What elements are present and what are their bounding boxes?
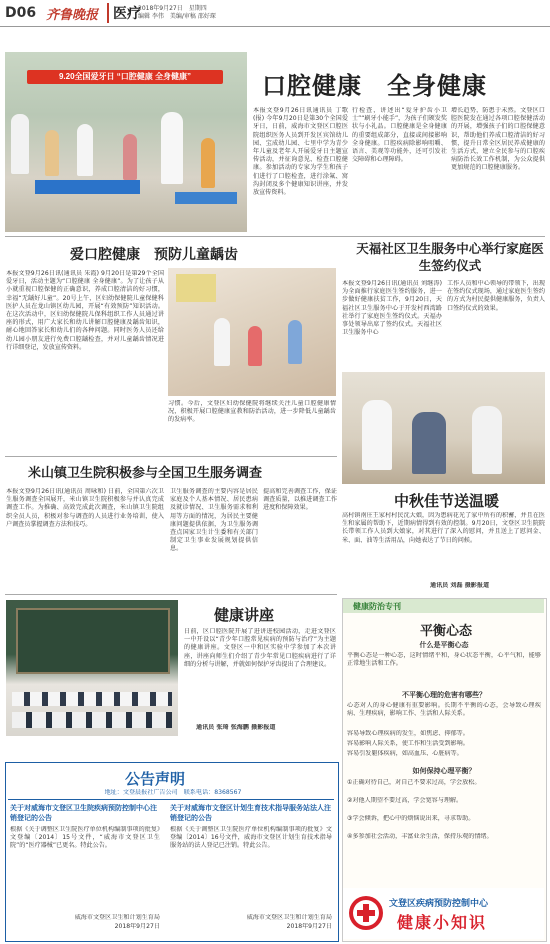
notice-item2-body: 根据《关于调整区卫生院医疗单位机构编制事项的批复》文登编〔2014〕16号文件，威海市文登区计划生育技术指导服务站的法人登记已注销。特此公告。 [170,826,332,850]
sidebar-footer-title: 健康小知识 [397,913,488,932]
article6-byline: 通讯员 张琦 张海鹏 摄影报道 [196,724,276,731]
article1-title: 口腔健康 全身健康 [262,71,487,100]
article2-photo-child-1 [214,318,230,366]
notice-contact: 地址：文登晨报社广告公司 联系电话：8368567 [104,789,242,796]
sidebar-q1: 什么是平衡心态 [419,641,469,649]
page-number: D06 [5,5,37,21]
banner-photo [5,52,247,232]
sidebar-q3-bullet-4: ④多参加社会活动，丰富业余生活，保持乐观的情绪。 [347,833,493,840]
photo-table [35,180,140,194]
sidebar-q3-bullet-2: ②对他人期望不要过高，学会宽容与理解。 [347,797,463,804]
cdc-logo [349,896,383,930]
sidebar-topic-strip [343,599,544,613]
sidebar-q3-bullet-1: ①正确对待自己，对自己不要求过高，学会放松。 [347,779,481,786]
page-header [0,0,550,27]
article6-photo-student-row-1 [12,692,172,706]
article6-photo-board [16,608,170,674]
article2-photo-poster [176,274,216,302]
article5-byline: 通讯员 刘磊 摄影报道 [430,582,490,589]
photo-person-5 [161,112,183,184]
photo-person-6 [201,138,215,188]
article6-photo [6,600,178,736]
sidebar-q1-body: 平衡心态是一种心态，这时情绪平和，身心状态平衡，心平气和，能够正常地生活和工作。 [347,652,541,668]
header-editor: 编辑 李伟 美编/审稿 邵好琛 [138,13,216,20]
sidebar-footer [343,888,544,939]
article1-col2: 行检查，讲述出“爱牙护齿小卫士”“刷牙小能手”，为孩子们颁发奖状与小礼品。口腔健康是全身健康的重要组成部分，直接或间接影响全身健康。口腔疾病除影响咀嚼、语言、美观等功能外，还可引发社交障碍和心理障碍。 [352,107,447,164]
article4-title: 米山镇卫生院积极参与全国卫生服务调查 [28,466,263,481]
article3-col2: 工作人员和中心领导的带领下，出现在签约仪式现场，通过家庭医生签约的方式为村民提供健康服务，负责人口签约仪式的效果。 [447,280,545,312]
sidebar-q3: 如何保持心理平衡？ [412,767,476,775]
sidebar-bullet-2: 容易影响人际关系，使工作和生活受到影响。 [347,740,469,747]
photo-person-4 [123,134,137,180]
article6-title: 健康讲座 [214,606,275,624]
article2-photo-child-2 [248,326,262,366]
article5-photo-person-1 [362,400,392,470]
article6-photo-student-row-2 [12,712,172,728]
sidebar-q2-body: 心态对人的身心健康有重要影响。长期不平衡的心态，会导致心理疾病、生理疾病，影响工作、生活和人际关系。 [347,702,541,718]
divider-1 [5,236,545,237]
newspaper-brand: 齐鲁晚报 [46,8,99,23]
notice-item2-sign: 威海市文登区卫生和计划生育局 [246,914,332,921]
notice-item2-date: 2018年9月27日 [286,923,332,930]
article2-side: 习惯。今后，文登区妇幼保健院将继续关注儿童口腔健康情况，积极开展口腔健康宣教和防治活动，进一步降低儿童龋齿的发病率。 [168,400,336,424]
article4-col1: 本报文登9月26日讯(通讯员 周咏和) 日前，全国第六次卫生服务调查全国展开，米山镇卫生院积极参与并认真完成调查工作。为推确、高效完成此次调查，米山镇卫生院组织全员人员，积极对参与调查的人员进行业务培训，使入户调查员掌握调查方法和技巧。 [6,488,164,528]
article5-photo-person-2 [412,412,446,474]
notice-divider [8,799,334,800]
article5-body: 高村镇南庄王家村村民沈大娘，因为患病花光了家中所有的积蓄，并且在医生和家属的帮助下，近期病情得到有效的控制。9月20日，文登区卫生院院长带领工作人员到大娘家，对其进行了深入的慰问，并且送上了慰问金、米、面、油等生活用品，向她表达了节日的问候。 [342,512,545,544]
article4-col3: 提高和完善调查工作，保证调查质量，以推进调查工作进度和保障效果。 [263,488,337,512]
article1-col3: 增长趋势，防患于未然。文登区口腔医院发在通过各项口腔保健活动的开展，增强孩子们的口腔保健意识，帮助他们养成口腔清洁的好习惯，提升日常全区居民养成健康的生活方式，建立全民参与的口腔疾病防治长效工作机制，为公众提供更加规范的口腔健康服务。 [451,107,545,172]
notice-header: 公告声明 [125,770,186,788]
photo-person-1 [11,114,29,174]
article4-col2: 卫生服务调查的主要内容是居民家庭及个人基本情况、居民患病及就诊情况、卫生服务需求和利用等方面的情况，为居民主要健康问题提供依据，为卫生服务调查点国家卫生计生委和有关部门制定卫生事业发展规划提供信息。 [170,488,258,553]
photo-person-3 [77,124,93,176]
divider-3 [5,594,337,595]
article5-title: 中秋佳节送温暖 [394,492,500,510]
sidebar-title: 平衡心态 [420,624,473,639]
notice-item1-sign: 威海市文登区卫生和计划生育局 [74,914,160,921]
header-meta [138,5,216,21]
photo-person-2 [45,130,59,176]
article5-photo [342,372,545,484]
article1-col1: 本报文登9月26日讯通讯员 丁歌(报) 今年9月20日是第30个全国爱牙日，日前，威海市文登区口腔医院组织医务人员到开发区宾馆幼儿园、宝成幼儿园、七里中学为青少年儿童及老年人开展爱牙日主题宣传活动，并征询意见、检查口腔健康。参加活动的专家为学生和孩子们进行了口腔检查，进行涂氟、窝沟封闭及多个健康知识讲座，并发放宣传资料。 [253,107,348,197]
sidebar-topic: 健康防治专刊 [353,602,401,611]
banner-sign-text: 9.20全国爱牙日 “口腔健康 全身健康” [58,72,191,81]
article2-body: 本报文登9月26日讯(通讯员 朱霞) 9月20日是第29个全国爱牙日，活动主题为“口腔健康 全身健康”。为了让孩子从小就重视口腔保健的正确意识，养成口腔清洁的好习惯，幸福“无龋好儿童”。20号上午，区妇幼保健院儿童保健科医护人员在龙山镇区幼儿园，开展“有效预防”知识活动。在这次活动中，区妇幼保健院儿保科组织工作人员通过讲座的形式，用广大家长和幼儿讲解口腔健康及龋齿知识，耐心地回答家长和幼儿们的各种问题。同时医务人员还给幼儿园小朋友进行免费口腔龋检查，并对儿童龋齿情况进行详细登记，发放宣传资料。 [6,270,164,351]
article2-title: 爱口腔健康 预防儿童龋齿 [70,247,238,263]
notice-item1-body: 根据《关于调整区卫生院医疗单位机构编制事项的批复》文登编〔2014〕15号文件，“威海市文登区卫生院”的“医疗器械”已更名。特此公告。 [10,826,160,850]
divider-2 [5,456,337,457]
article2-photo-child-3 [288,320,302,364]
cdc-logo-icon [349,896,383,930]
header-date: 2018年9月27日 星期四 [138,5,207,12]
article2-photo [168,268,336,396]
notice-item1-date: 2018年9月27日 [114,923,160,930]
article3-title: 天福社区卫生服务中心举行家庭医生签约仪式 [356,241,544,273]
notice-item1-title: 关于对威海市文登区卫生院疾病预防控制中心注销登记的公告 [10,804,157,822]
banner-sign [27,70,223,84]
article6-body: 日前，区口腔医院开展了进讲进校园活动，走进文登区一中开设以“青少年口腔常见疾病的预防与治疗”为主题的健康讲座。文登区一中和区实验中学参加了本次讲座，讲座向师生们介绍了青少年常见口腔疾病进行了详细的分析与讲解，并就如何保护牙齿提出了合理建议。 [184,628,336,668]
article5-photo-person-3 [472,406,502,474]
sidebar-bullet-3: 容易引发躯体疾病，如高血压、心脏病等。 [347,750,463,757]
notice-item2-title: 关于对威海市文登区计划生育技术指导服务站法人注销登记的公告 [170,804,331,822]
photo-table-2 [175,192,237,204]
article3-col1: 本报文登9月26日讯(通讯员 刘继涛) 为全面推行家庭医生签约服务，进一步做好健康扶贫工作，9月20日，天福社区卫生服务中心于开发村西湾路社举行了家庭医生签约仪式。天福办事处领导出席了签约仪式。天福社区卫生服务中心 [342,280,442,337]
sidebar-bullet-1: 容易导致心理疾病的发生，如焦虑、抑郁等。 [347,730,469,737]
sidebar-q3-bullet-3: ③学会倾诉，把心中的烦恼说出来，寻求帮助。 [347,815,475,822]
sidebar-q2: 不平衡心理的危害有哪些？ [402,691,486,699]
section-title: 医疗 [107,3,141,23]
sidebar-footer-org: 文登区疾病预防控制中心 [389,899,489,909]
